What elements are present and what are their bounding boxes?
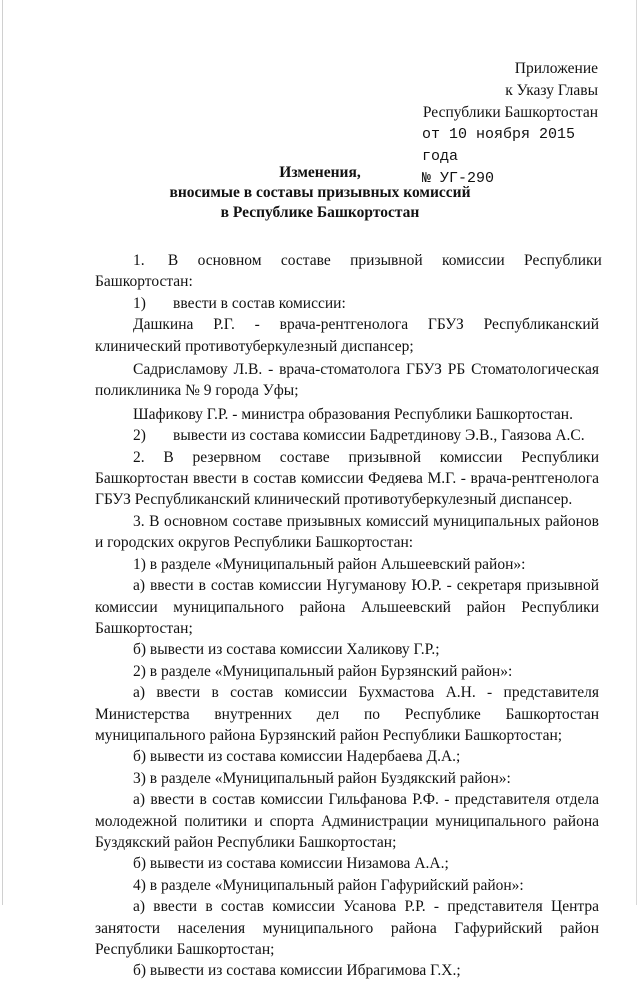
paragraph-1: 1. В основном составе призывной комиссии Республики [133, 252, 602, 269]
item-burzyansky-b: б) вывести из состава комиссии Надербаева Д.А.; [133, 748, 461, 766]
paragraph-1-cont: Башкортостан: [95, 273, 193, 291]
document-title [100, 163, 540, 223]
page-edge-left [2, 0, 3, 905]
item-burzyansky-a: а) ввести в состав комиссии Бухмастова А.Н. - представителя Министерства внутренних дел по Республике Башкортостан муниципального района Бурзянский район Республики Башкортостан; [95, 684, 599, 744]
paragraph-3: 3. В основном составе призывных комиссий муниципальных районов и городских округов Республики Башкортостан: [95, 512, 599, 552]
item-alsheevsky-a: а) ввести в состав комиссии Нугуманову Ю.Р. - секретаря призывной комиссии муниципального района Альшеевский район Республики Башкортостан; [95, 577, 599, 637]
item-buzdyaksky-a: а) ввести в состав комиссии Гильфанова Р.Ф. - представителя отдела молодежной политики и спорта Администрации муниципального района Буздякский район Республики Башкортостан; [95, 791, 599, 851]
item-buzdyaksky-b: б) вывести из состава комиссии Низамова А.А.; [133, 855, 449, 873]
paragraph-1-1: 1) ввести в состав комиссии: [133, 294, 346, 312]
paragraph-2: 2. В резервном составе призывной комиссии Республики Башкортостан ввести в состав комиссии Федяева М.Г. - врача-рентгенолога ГБУЗ Республиканский клинический противотуберкулезный диспансер. [95, 448, 599, 509]
paragraph-1-2: 2) вывести из состава комиссии Бадретдинову Э.В., Гаязова А.С. [133, 427, 585, 445]
item-gafuriysky-a: а) ввести в состав комиссии Усанова Р.Р. - представителя Центра занятости населения муниципального района Гафурийский район Республики Башкортостан; [95, 898, 599, 958]
paragraph-dashkin: Дашкина Р.Г. - врача-рентгенолога ГБУЗ Республиканский клинический противотуберкулезный диспансер; [95, 316, 599, 355]
document-body [95, 250, 602, 982]
appendix-republic: Республики Башкортостан [422, 104, 598, 121]
title-line-2: вносимые в составы призывных комиссий [169, 184, 471, 201]
appendix-label: Приложение [514, 60, 598, 77]
section-buzdyaksky: 3) в разделе «Муниципальный район Буздякский район»: [133, 769, 511, 787]
page-edge-right [636, 0, 637, 905]
title-line-1: Изменения, [279, 164, 361, 181]
appendix-number: № УГ-290 [422, 170, 495, 187]
item-alsheevsky-b: б) вывести из состава комиссии Халикову Г.Р.; [133, 641, 440, 659]
paragraph-sadrislamova: Садрисламову Л.В. - врача-стоматолога ГБУЗ РБ Стоматологическая поликлиника № 9 города Уфы; [95, 361, 599, 400]
title-line-3: в Республике Башкортостан [220, 204, 420, 221]
section-burzyansky: 2) в разделе «Муниципальный район Бурзянский район»: [133, 662, 513, 680]
paragraph-shafikova: Шафикову Г.Р. - министра образования Республики Башкортостан. [133, 405, 573, 423]
section-alsheevsky: 1) в разделе «Муниципальный район Альшеевский район»: [133, 555, 526, 573]
appendix-date: от 10 ноября 2015 года [422, 126, 576, 165]
section-gafuriysky: 4) в разделе «Муниципальный район Гафурийский район»: [133, 876, 524, 894]
appendix-ref: к Указу Главы [505, 82, 598, 99]
item-gafuriysky-b: б) вывести из состава комиссии Ибрагимова Г.Х.; [133, 962, 461, 980]
